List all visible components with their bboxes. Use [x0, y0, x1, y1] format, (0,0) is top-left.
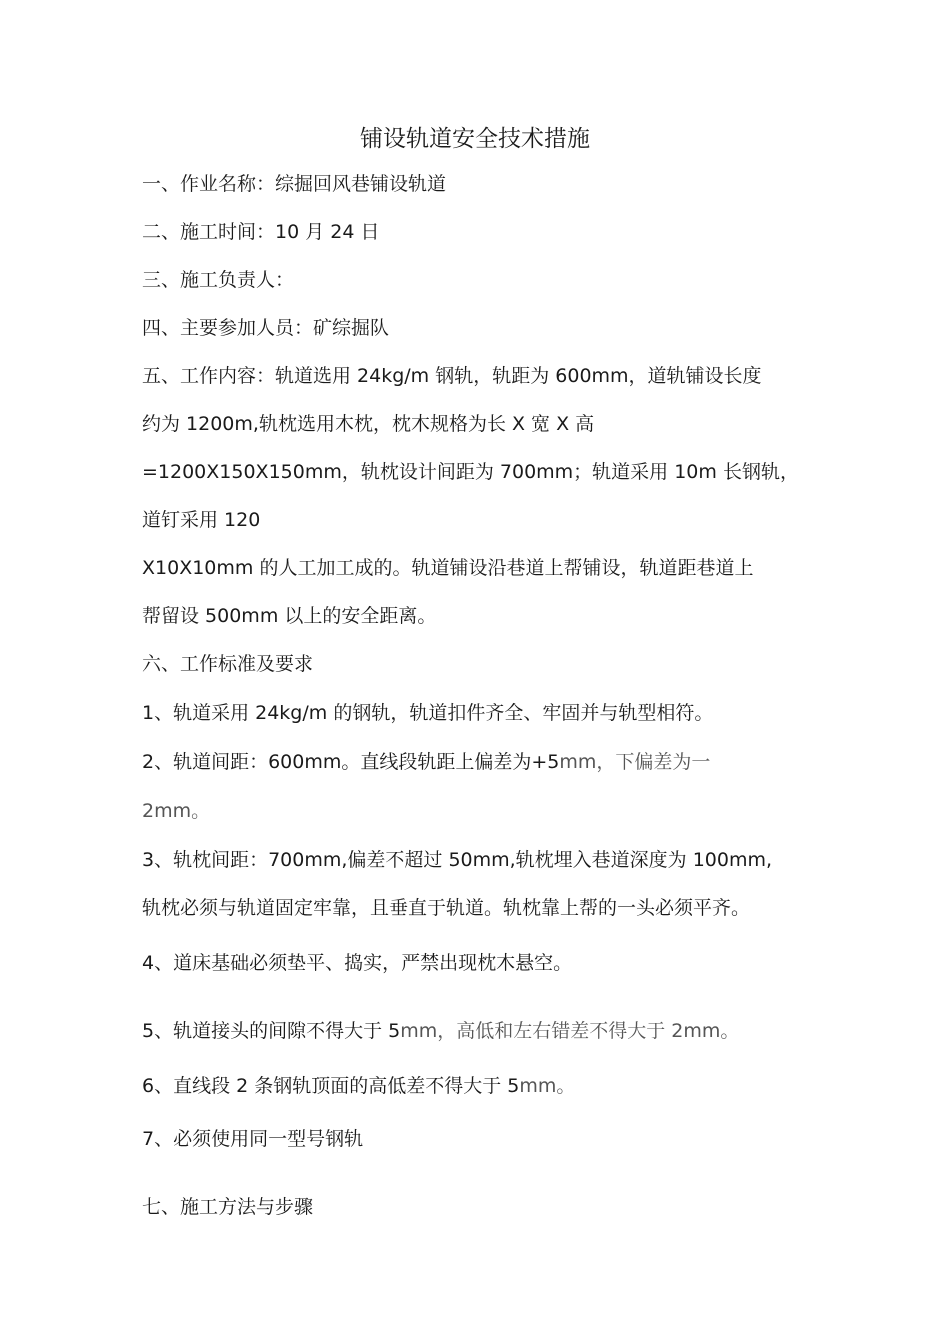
requirement-6: [142, 1073, 575, 1099]
section-5-work-content-line-6: 帮留设 500mm 以上的安全距离。: [142, 605, 437, 627]
section-5-work-content-line-4: 道钉采用 120: [142, 509, 261, 531]
requirement-7: 7、必须使用同一型号钢轨: [142, 1128, 364, 1150]
section-2-construction-time: 二、施工时间：10 月 24 日: [142, 221, 380, 243]
requirement-2-text: 2、轨道间距：600mm。直线段轨距上偏差为+5: [142, 751, 560, 773]
section-5-work-content-line-5: X10X10mm 的人工加工成的。轨道铺设沿巷道上帮铺设，轨道距巷道上: [142, 557, 754, 579]
requirement-4: 4、道床基础必须垫平、捣实，严禁出现枕木悬空。: [142, 952, 573, 974]
section-5-work-content-line-3: =1200X150X150mm，轨枕设计间距为 700mm；轨道采用 10m 长钢轨，: [142, 461, 799, 483]
requirement-6-gray-text: mm。: [519, 1075, 576, 1097]
section-5-work-content-line-1: 五、工作内容：轨道选用 24kg/m 钢轨，轨距为 600mm，道轨铺设长度: [142, 365, 762, 387]
requirement-3-line-2: 轨枕必须与轨道固定牢靠，且垂直于轨道。轨枕靠上帮的一头必须平齐。: [142, 897, 751, 919]
requirement-2-line-1: [142, 749, 710, 775]
requirement-5-gray-text: mm，高低和左右错差不得大于 2mm。: [400, 1020, 740, 1042]
requirement-5: [142, 1018, 739, 1044]
document-title: 铺设轨道安全技术措施: [360, 126, 590, 152]
requirement-2-gray-text: mm，下偏差为一: [559, 751, 711, 773]
section-3-person-in-charge: 三、施工负责人：: [142, 269, 295, 291]
requirement-2-line-2: 2mm。: [142, 800, 211, 822]
requirement-1: 1、轨道采用 24kg/m 的钢轨，轨道扣件齐全、牢固并与轨型相符。: [142, 702, 714, 724]
requirement-6-text: 6、直线段 2 条钢轨顶面的高低差不得大于 5: [142, 1075, 520, 1097]
section-4-participants: 四、主要参加人员：矿综掘队: [142, 317, 390, 339]
requirement-5-text: 5、轨道接头的间隙不得大于 5: [142, 1020, 401, 1042]
requirement-3-line-1: 3、轨枕间距：700mm,偏差不超过 50mm,轨枕埋入巷道深度为 100mm,: [142, 849, 773, 871]
section-5-work-content-line-2: 约为 1200m,轨枕选用木枕，枕木规格为长 X 宽 X 高: [142, 413, 595, 435]
section-6-heading: 六、工作标准及要求: [142, 653, 314, 675]
section-1-job-name: 一、作业名称：综掘回风巷铺设轨道: [142, 173, 447, 195]
section-7-heading: 七、施工方法与步骤: [142, 1196, 314, 1218]
